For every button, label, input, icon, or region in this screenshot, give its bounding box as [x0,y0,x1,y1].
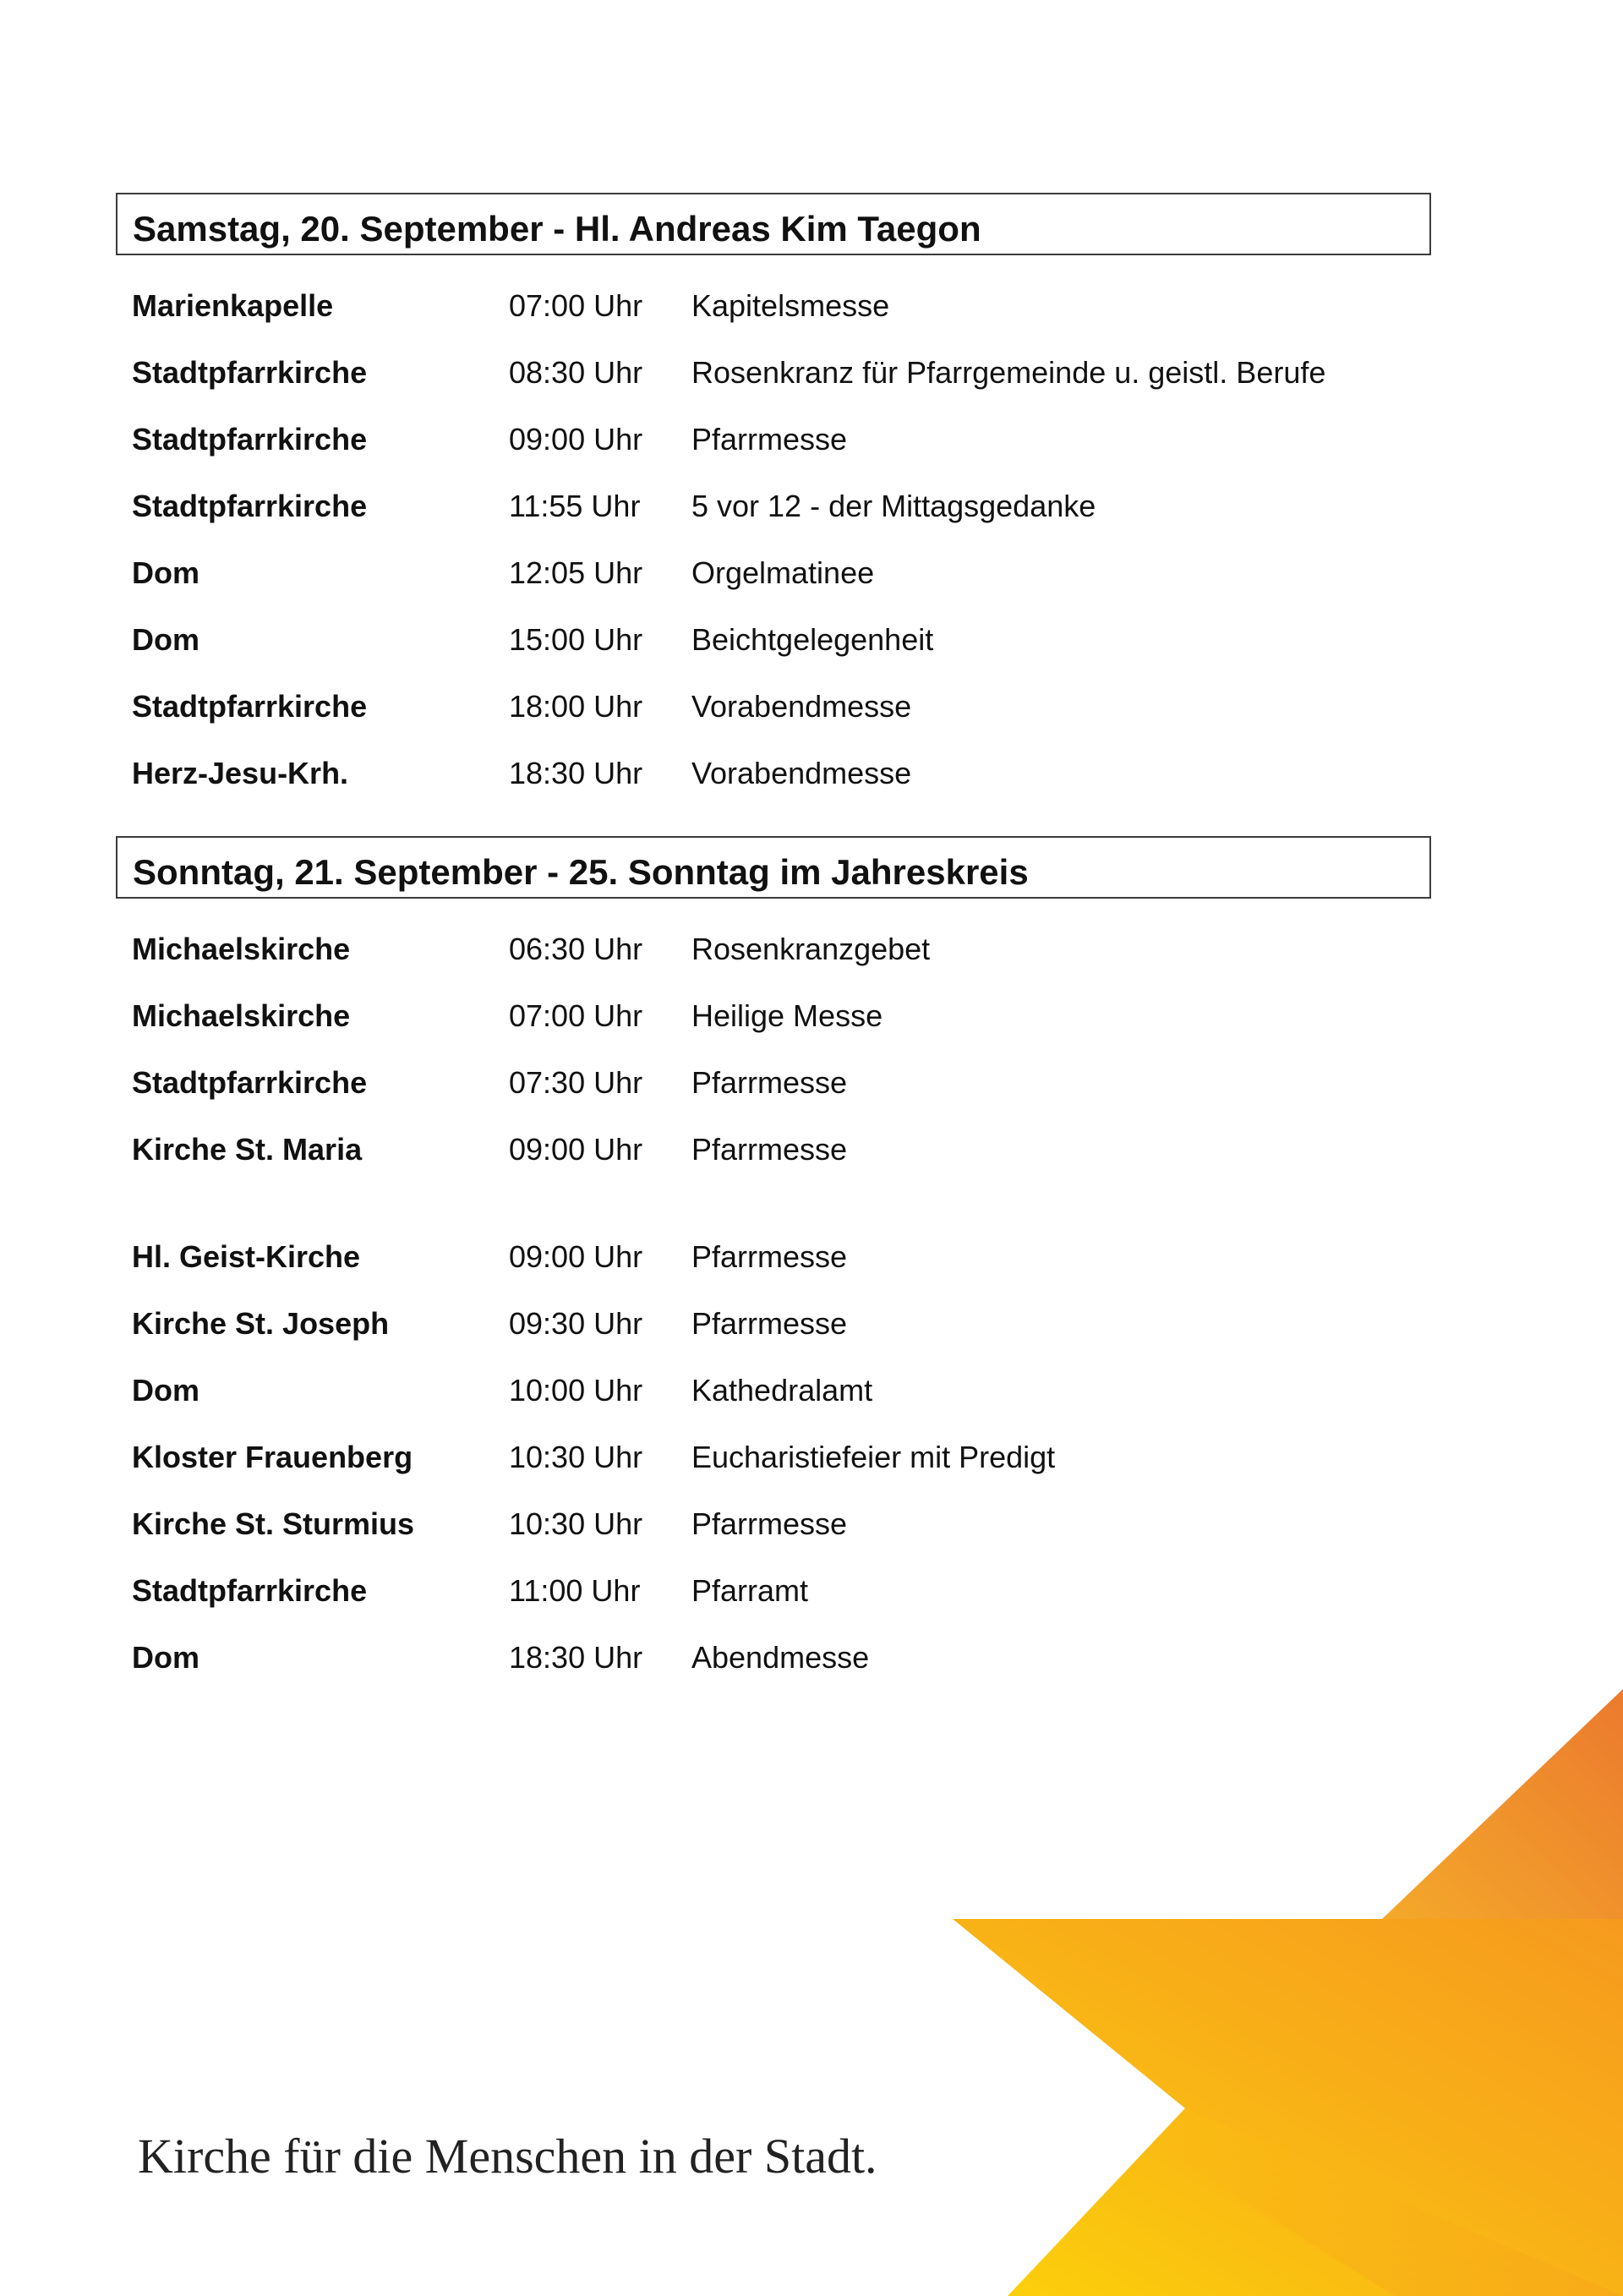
schedule-row [116,1119,1431,1186]
place-label: Kirche St. Maria [132,1132,363,1167]
schedule-row [116,919,1431,986]
time-label: 07:00 Uhr [509,998,643,1033]
event-label: Kapitelsmesse [691,288,890,323]
schedule-row [116,610,1431,676]
footer-tagline: Kirche für die Menschen in der Stadt. [138,2129,877,2184]
section-header-box [116,193,1431,255]
place-label: Dom [132,1373,199,1408]
place-label: Michaelskirche [132,932,351,966]
time-label: 11:00 Uhr [509,1573,641,1608]
yellow-chevron-shape [953,1919,1623,2296]
place-label: Kirche St. Sturmius [132,1506,415,1541]
schedule-row [116,342,1431,409]
section-header-box [116,836,1431,899]
time-label: 09:00 Uhr [509,422,643,456]
place-label: Dom [132,555,199,590]
event-label: Pfarrmesse [691,1065,848,1100]
event-label: Pfarrmesse [691,1306,848,1341]
event-label: Kathedralamt [691,1373,873,1408]
schedule-row [116,1627,1431,1694]
place-label: Stadtpfarrkirche [132,489,368,523]
schedule-row [116,986,1431,1052]
schedule-row [116,743,1431,810]
event-label: Pfarrmesse [691,1239,848,1274]
place-label: Herz-Jesu-Krh. [132,756,349,790]
time-label: 15:00 Uhr [509,622,643,657]
time-label: 18:30 Uhr [509,1640,643,1675]
event-label: Pfarrmesse [691,422,848,456]
time-label: 09:30 Uhr [509,1306,643,1341]
schedule-row [116,543,1431,610]
time-label: 18:00 Uhr [509,689,643,724]
time-label: 10:30 Uhr [509,1440,643,1474]
time-label: 18:30 Uhr [509,756,643,790]
event-label: Rosenkranz für Pfarrgemeinde u. geistl. Berufe [691,355,1326,390]
event-label: Vorabendmesse [691,756,912,790]
place-label: Stadtpfarrkirche [132,422,368,456]
schedule-row [116,1561,1431,1627]
event-label: Orgelmatinee [691,555,875,590]
schedule-row [116,1293,1431,1360]
event-label: Pfarrmesse [691,1506,848,1541]
place-label: Dom [132,1640,199,1675]
schedule-row [116,1227,1431,1293]
event-label: Abendmesse [691,1640,870,1675]
event-label: Pfarrmesse [691,1132,848,1167]
time-label: 07:00 Uhr [509,288,643,323]
section-title: Samstag, 20. September - Hl. Andreas Kim Taegon [133,209,981,249]
schedule-row [116,1052,1431,1119]
time-label: 10:30 Uhr [509,1506,643,1541]
time-label: 08:30 Uhr [509,355,643,390]
place-label: Marienkapelle [132,288,334,323]
place-label: Kloster Frauenberg [132,1440,413,1474]
time-label: 09:00 Uhr [509,1239,643,1274]
time-label: 07:30 Uhr [509,1065,643,1100]
place-label: Stadtpfarrkirche [132,1573,368,1608]
time-label: 09:00 Uhr [509,1132,643,1167]
event-label: Eucharistiefeier mit Predigt [691,1440,1056,1474]
schedule-row [116,676,1431,743]
schedule-list [116,919,1431,1694]
event-label: Rosenkranzgebet [691,932,931,966]
place-label: Michaelskirche [132,998,351,1033]
event-label: Pfarramt [691,1573,809,1608]
schedule-row [116,1427,1431,1494]
place-label: Dom [132,622,199,657]
place-label: Stadtpfarrkirche [132,689,368,724]
time-label: 11:55 Uhr [509,489,641,523]
amber-band-shape [1152,2108,1623,2296]
schedule-list [116,276,1431,810]
schedule-row [116,409,1431,476]
schedule-row [116,476,1431,543]
time-label: 06:30 Uhr [509,932,643,966]
place-label: Hl. Geist-Kirche [132,1239,361,1274]
schedule-row [116,276,1431,342]
schedule-section-sunday [116,836,1431,1694]
place-label: Stadtpfarrkirche [132,355,368,390]
time-label: 10:00 Uhr [509,1373,643,1408]
place-label: Stadtpfarrkirche [132,1065,368,1100]
event-label: Vorabendmesse [691,689,912,724]
schedule-row [116,1360,1431,1427]
time-label: 12:05 Uhr [509,555,643,590]
schedule-section-saturday [116,193,1431,810]
event-label: 5 vor 12 - der Mittagsgedanke [691,489,1096,523]
event-label: Heilige Messe [691,998,883,1033]
section-title: Sonntag, 21. September - 25. Sonntag im Jahreskreis [133,852,1029,892]
schedule-row [116,1494,1431,1561]
event-label: Beichtgelegenheit [691,622,934,657]
place-label: Kirche St. Joseph [132,1306,390,1341]
orange-triangle-shape [1382,1689,1623,1919]
